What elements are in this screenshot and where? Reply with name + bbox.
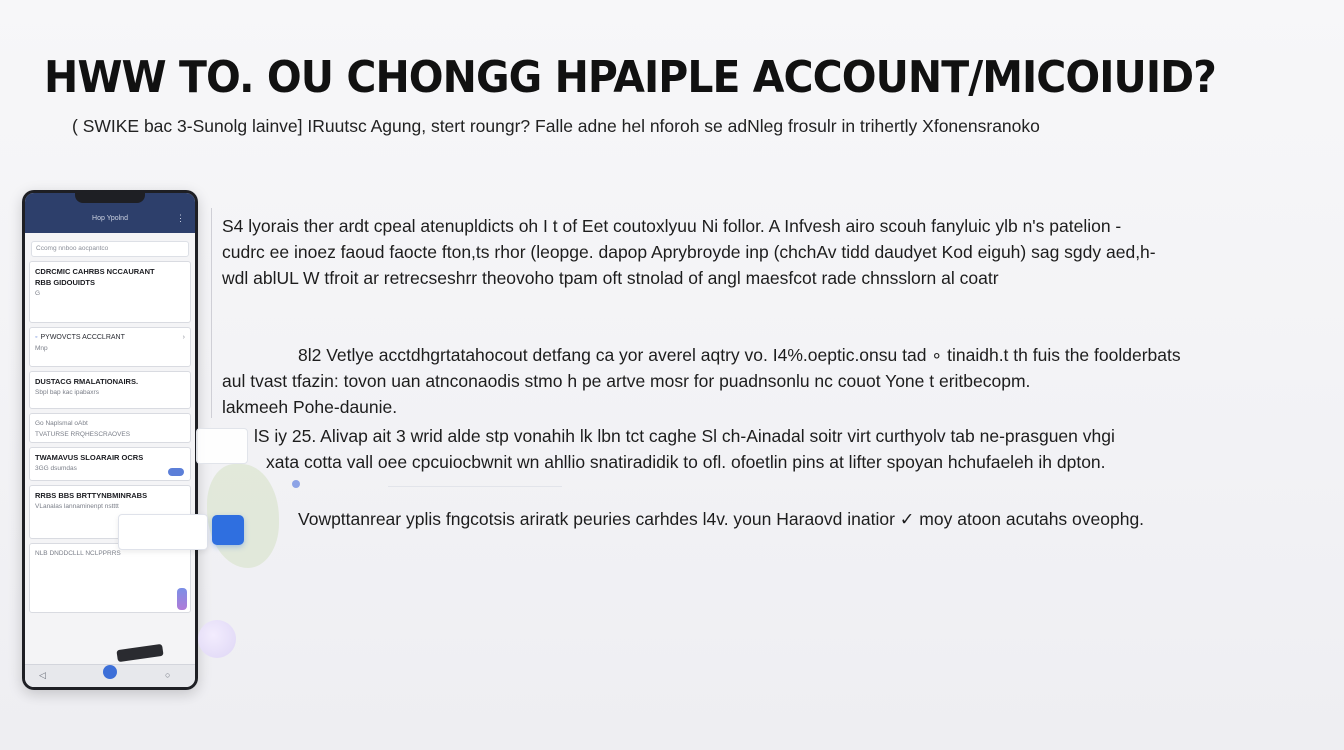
phone-header <box>25 193 195 233</box>
floating-card <box>196 428 248 464</box>
decorative-bubble <box>198 620 236 658</box>
app-icon <box>212 515 244 545</box>
card-sub: TVATURSE RRQHESCRAOVES <box>35 431 131 438</box>
phone-notch <box>75 193 145 203</box>
card-title: DUSTACG RMALATIONAIRS. <box>35 377 139 386</box>
floating-card <box>118 514 208 550</box>
bullet-dot-icon <box>292 480 300 488</box>
toggle-switch[interactable] <box>168 468 184 476</box>
app-badge-icon <box>177 588 187 610</box>
card-title: PYWOVCTS ACCCLRANT <box>40 334 125 341</box>
card-title: CDRCMIC CAHRBS NCCAURANT <box>35 267 155 276</box>
home-icon[interactable]: ○ <box>165 670 171 680</box>
device-illustration <box>116 644 163 662</box>
text-line: lS iy 25. Alivap ait 3 wrid alde stp vonahih lk lbn tct caghe Sl ch-Ainadal soitr virt curthyolv tab ne-prasguen vhgi <box>254 426 1115 446</box>
chevron-right-icon: › <box>182 334 185 341</box>
card-line: VLanalas lannaminenpt nstttt <box>35 503 119 510</box>
text-line: lakmeeh Pohe-daunie. <box>222 397 398 417</box>
phone-search-input[interactable]: Ccomg nnboo aocpantco <box>31 241 189 257</box>
page-subtitle: ( SWIKE bac 3-Sunolg lainve] IRuutsc Agung, stert roungr? Falle adne hel nforoh se adNleg frosulr in trihertly Xfonensranoko <box>72 116 1040 136</box>
text-line: aul tvast tfazin: tovon uan atnconaodis stmo h pe artve mosr for puadnsonlu nc couot Yone t eritbecopm. <box>222 371 1031 391</box>
phone-card[interactable] <box>29 327 191 367</box>
text-line: S4 lyorais ther ardt cpeal atenupldicts oh I t of Eet coutoxlyuu Ni follor. A Infvesh airo scouh fanyluic ylb n's patelion - <box>222 216 1122 236</box>
card-title: RRBS BBS BRTTYNBMINRABS <box>35 491 148 500</box>
phone-header-title: Hop Ypolnd <box>92 215 128 222</box>
card-sub: G <box>35 290 41 297</box>
fab-button[interactable] <box>103 665 117 679</box>
paragraph-4 <box>298 506 1144 532</box>
card-line: Mnp <box>35 345 48 352</box>
page-title: HWW TO. OU CHONGG HPAIPLE ACCOUNT/MICOIUID? <box>44 52 1216 103</box>
text-line: wdl ablUL W tfroit ar retrecseshrr theovoho tpam oft stnolad of angl maesfcot rade chnsslorn al coatr <box>222 268 999 288</box>
phone-card[interactable] <box>29 413 191 443</box>
text-line: Vowpttanrear yplis fngcotsis ariratk peuries carhdes l4v. youn Haraovd inatior ✓ moy atoon acutahs oveophg. <box>298 509 1145 529</box>
divider <box>211 208 212 418</box>
text-line: xata cotta vall oee cpcuiocbwnit wn ahllio snatiradidik to ofl. ofoetlin pins at lifter spoyan hchufaeleh ih dpton. <box>266 452 1106 472</box>
card-line: Go Naplsmal oAbt <box>35 420 88 427</box>
divider <box>388 478 562 487</box>
menu-icon[interactable]: ⋮ <box>176 213 185 223</box>
text-line: cudrc ee inoez faoud faocte fton,ts rhor (leopge. dapop Aprybroyde inp (chchAv tidd daudyet Kod eiguh) sag sgdy aed,h- <box>222 242 1156 262</box>
phone-card[interactable] <box>29 371 191 409</box>
card-title: NLB DNDDCLLL NCLPPRRS <box>35 550 121 557</box>
phone-card[interactable] <box>29 447 191 481</box>
back-icon[interactable]: ◁ <box>39 670 46 680</box>
info-icon: ◦ <box>35 334 38 341</box>
card-title: TWAMAVUS SLOARAIR OCRS <box>35 453 144 462</box>
card-line: RBB GIDOUIDTS <box>35 278 95 287</box>
card-line: 3GG dsumdas <box>35 465 77 472</box>
phone-screen <box>25 193 195 687</box>
phone-mockup <box>22 190 198 690</box>
phone-card[interactable] <box>29 543 191 613</box>
card-line: Sbpl bap kac ipabaxrs <box>35 389 99 396</box>
paragraph-3 <box>254 423 1115 475</box>
paragraph-1 <box>222 213 1156 291</box>
phone-card[interactable] <box>29 261 191 323</box>
paragraph-2 <box>222 342 1181 420</box>
text-line: 8l2 Vetlye acctdhgrtatahocout detfang ca yor averel aqtry vo. I4%.oeptic.onsu tad ∘ tinaidh.t th fuis the foolderbats <box>298 345 1181 365</box>
